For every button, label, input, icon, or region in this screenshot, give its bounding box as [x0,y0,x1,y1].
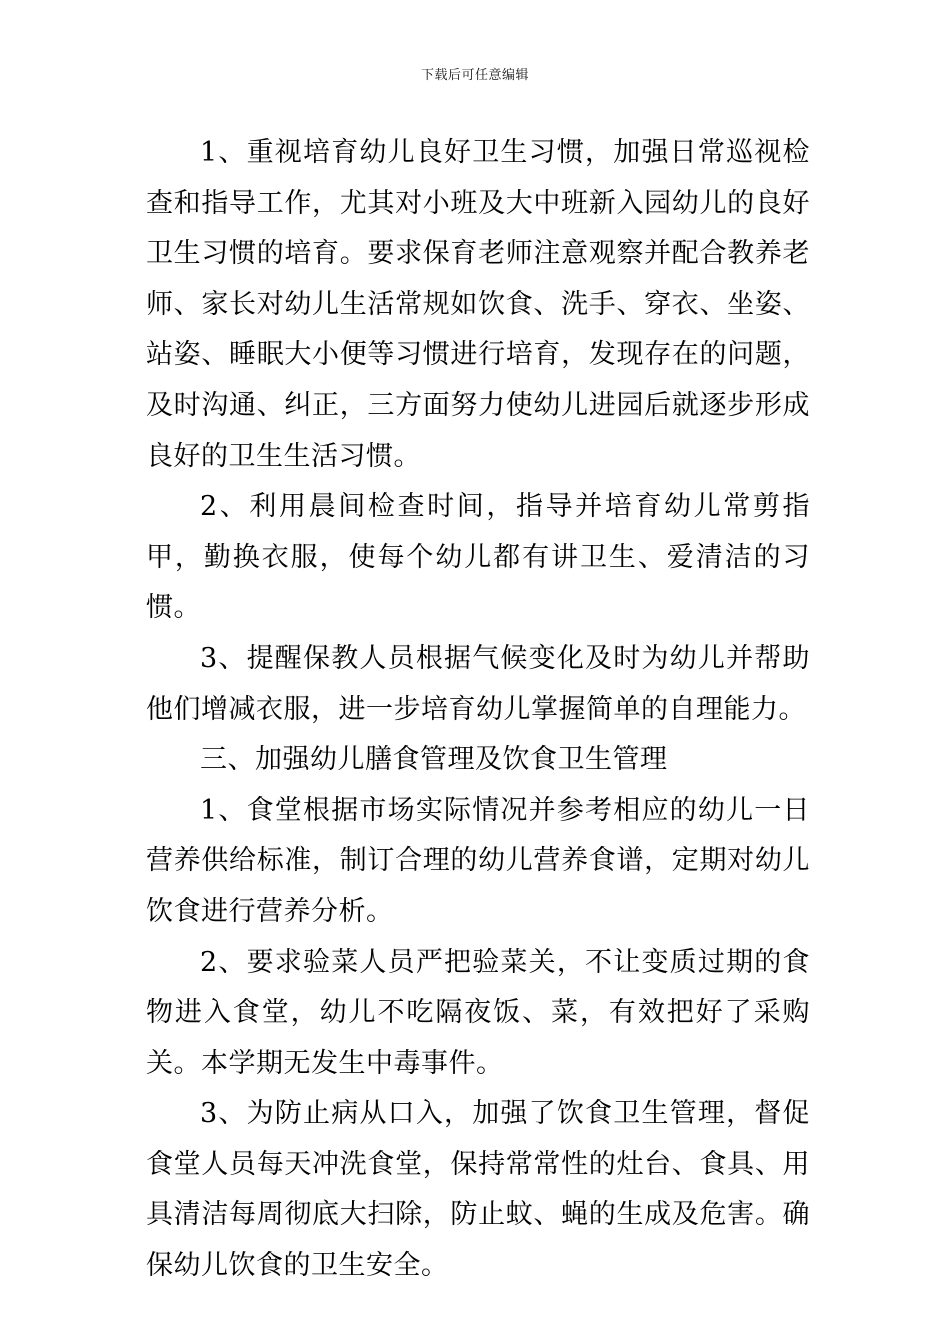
header-note: 下载后可任意编辑 [420,68,529,83]
paragraph-food-inspection: 2、要求验菜人员严把验菜关，不让变质过期的食物进入食堂，幼儿不吃隔夜饭、菜，有效把好了采购关。本学期无发生中毒事件。 [146,946,810,1079]
paragraph-nutrition-menu: 1、食堂根据市场实际情况并参考相应的幼儿一日营养供给标准，制订合理的幼儿营养食谱，定期对幼儿饮食进行营养分析。 [146,794,810,927]
section-heading-diet-management: 三、加强幼儿膳食管理及饮食卫生管理 [200,744,668,776]
paragraph-morning-check: 2、利用晨间检查时间，指导并培育幼儿常剪指甲，勤换衣服，使每个幼儿都有讲卫生、爱清洁的习惯。 [146,491,810,624]
paragraph-clothing-reminder: 3、提醒保教人员根据气候变化及时为幼儿并帮助他们增减衣服，进一步培育幼儿掌握简单的自理能力。 [146,642,810,725]
document-body [146,128,810,1292]
paragraph-food-hygiene: 3、为防止病从口入，加强了饮食卫生管理，督促食堂人员每天冲洗食堂，保持常常性的灶台、食具、用具清洁每周彻底大扫除，防止蚊、蝇的生成及危害。确保幼儿饮食的卫生安全。 [146,1098,810,1282]
paragraph-hygiene-habits: 1、重视培育幼儿良好卫生习惯，加强日常巡视检查和指导工作，尤其对小班及大中班新入园幼儿的良好卫生习惯的培育。要求保育老师注意观察并配合教养老师、家长对幼儿生活常规如饮食、洗手、穿衣、坐姿、站姿、睡眠大小便等习惯进行培育，发现存在的问题，及时沟通、纠正，三方面努力使幼儿进园后就逐步形成良好的卫生生活习惯。 [146,137,810,472]
